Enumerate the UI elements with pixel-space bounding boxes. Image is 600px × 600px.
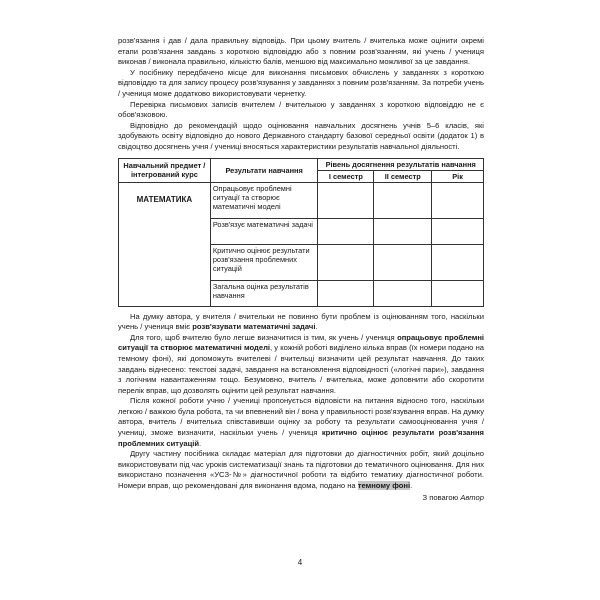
sem1-cell xyxy=(318,182,374,218)
sem1-cell xyxy=(318,218,374,244)
emphasis-text: критично оцінює результати розв'язання проблемних ситуацій xyxy=(118,428,484,448)
header-level: Рівень досягнення результатів навчання xyxy=(318,158,484,170)
highlighted-text: темному фоні xyxy=(357,481,411,491)
header-year: Рік xyxy=(432,170,484,182)
paragraph-1: розв'язання і дав / дала правильну відповідь. При цьому вчитель / вчителька може оцінити окремі етапи розв'язання завдань з короткою відповіддю або з повним розв'язанням, які учень / учениця виконав / виконала правильно, кількістю балів, меншою від максимально можливої за це завдання. xyxy=(118,36,484,67)
sem2-cell xyxy=(374,218,432,244)
year-cell xyxy=(432,218,484,244)
header-subject: Навчальний предмет / інтегрований курс xyxy=(119,158,211,182)
page-body xyxy=(118,36,484,503)
result-cell: Опрацьовує проблемні ситуації та створює математичні моделі xyxy=(210,182,318,218)
result-cell: Розв'язує математичні задачі xyxy=(210,218,318,244)
sem1-cell xyxy=(318,280,374,306)
results-table xyxy=(118,158,484,307)
year-cell xyxy=(432,244,484,280)
text-run: Для того, щоб вчителю було легше визначитися із тим, як учень / учениця xyxy=(130,332,398,342)
emphasis-text: розв'язувати математичні задачі xyxy=(192,322,316,332)
signature xyxy=(118,492,484,503)
paragraph-6 xyxy=(118,333,484,397)
page-number: 4 xyxy=(297,558,303,567)
result-cell: Загальна оцінка результатів навчання xyxy=(210,280,318,306)
signature-prefix: З повагою xyxy=(422,492,461,502)
text-run: Другу частину посібника складає матеріал для підготовки до діагностичних робіт, який доцільно використовувати під час уроків систематизації знань та підготовки до тематичного оцінювання. Для них використано позначення «УСЗ-№» діагностичної роботи та відбито тематику діагностичної роботи. Номери вправ, що рекомендовані для виконання вдома, подано на xyxy=(118,449,484,491)
sem1-cell xyxy=(318,244,374,280)
text-run: Після кожної роботи учню / учениці пропонується відповісти на питання відносно того, наскільки легкою / важкою була робота, та чи впевнений він / вона у правильності розв'язування вправ. На думку автора, вчитель / вчителька співставивши оцінку за роботу та результати самооцінювання учня / учениці, зможе визначити, наскільки учень / учениця xyxy=(118,396,484,438)
table-header-row xyxy=(119,158,484,170)
header-results: Результати навчання xyxy=(210,158,318,182)
text-run: . xyxy=(199,438,202,448)
result-cell: Критично оцінює результати розв'язання проблемних ситуацій xyxy=(210,244,318,280)
text-run: . xyxy=(410,481,413,491)
emphasis-text: опрацьовує проблемні ситуації та створює математичні моделі xyxy=(118,332,485,353)
text-run: . xyxy=(315,322,318,332)
text-run: На думку автора, у вчителя / вчительки не повинно бути проблем із оцінюванням того, наскільки учень / учениця вміє xyxy=(118,311,484,332)
paragraph-3: Перевірка письмових записів вчителем / вчителькою у завданнях з короткою відповіддю не є обов'язковою. xyxy=(118,99,484,120)
sem2-cell xyxy=(374,182,432,218)
paragraph-7 xyxy=(118,396,484,449)
paragraph-2: У посібнику передбачено місце для виконання письмових обчислень у завданнях з короткою відповіддю та для запису процесу розв'язування у завданнях з повним розв'язанням. За потреби учень / учениця може додатково використовувати чернетку. xyxy=(118,67,484,98)
header-semester-1: І семестр xyxy=(318,170,374,182)
year-cell xyxy=(432,280,484,306)
subject-cell: МАТЕМАТИКА xyxy=(119,182,211,306)
sem2-cell xyxy=(374,244,432,280)
header-semester-2: ІІ семестр xyxy=(374,170,432,182)
paragraph-8 xyxy=(118,449,484,491)
signature-author: Автор xyxy=(460,492,484,502)
sem2-cell xyxy=(374,280,432,306)
paragraph-5 xyxy=(118,312,484,333)
year-cell xyxy=(432,182,484,218)
paragraph-4: Відповідно до рекомендацій щодо оцінювання навчальних досягнень учнів 5–6 класів, які здобувають освіту відповідно до нового Державного стандарту базової середньої освіти (додаток 1) в свідоцтво досягнень учня / учениці вносяться характеристики результатів навчальної діяльності. xyxy=(118,120,484,151)
text-run: , у кожній роботі виділено кілька вправ (їх номери подано на темному фоні), які допоможуть вчителеві / вчительці визначити цей результат навчання. До таких завдань віднесено: текстові задачі, завдання на встановлення відповідності («логічні пари»), завдання з логічним навантаженням тощо. Безумовно, вчитель / вчителька, може доповнити або скоротити перелік вправ, що дозволять оцінити цей результат навчання. xyxy=(118,343,484,395)
table-row xyxy=(119,182,484,218)
